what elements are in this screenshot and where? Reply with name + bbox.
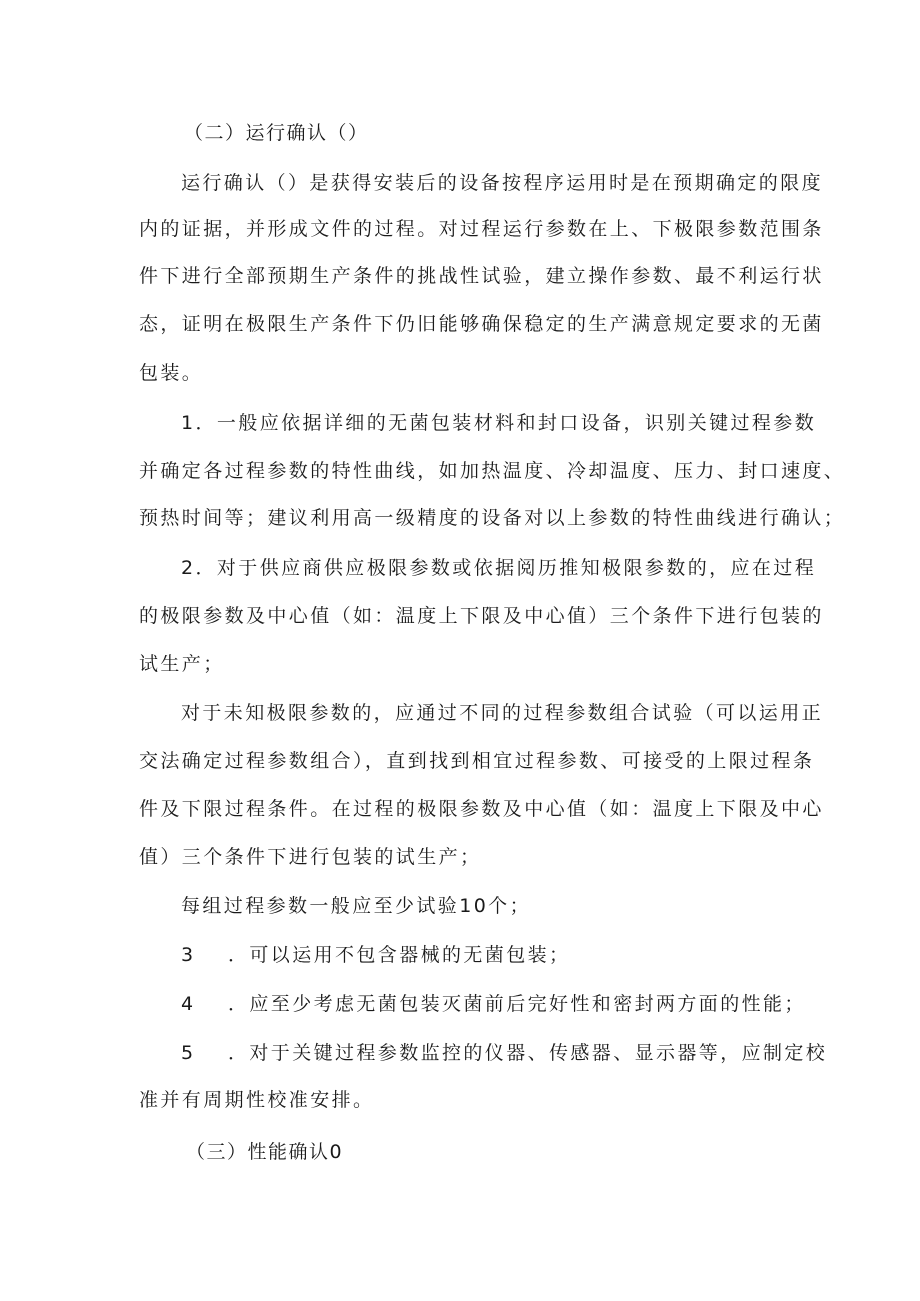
paragraph-line: 准并有周期性校准安排。: [139, 1089, 375, 1111]
paragraph-line: 对于未知极限参数的，应通过不同的过程参数组合试验（可以运用正: [181, 702, 824, 724]
per-group-note: 每组过程参数一般应至少试验10个；: [181, 895, 531, 917]
paragraph-line: 的极限参数及中心值（如：温度上下限及中心值）三个条件下进行包装的: [139, 605, 824, 627]
paragraph-line: 并确定各过程参数的特性曲线，如加热温度、冷却温度、压力、封口速度、: [139, 460, 846, 482]
list-text: ．可以运用不包含器械的无菌包装；: [228, 944, 571, 966]
paragraph-line: 试生产；: [139, 653, 225, 675]
paragraph-line: 件下进行全部预期生产条件的挑战性试验，建立操作参数、最不利运行状: [139, 265, 824, 287]
list-number: 5: [181, 1042, 196, 1064]
paragraph-line: 运行确认（）是获得安装后的设备按程序运用时是在预期确定的限度: [181, 172, 824, 194]
paragraph-line: 内的证据，并形成文件的过程。对过程运行参数在上、下极限参数范围条: [139, 218, 824, 240]
paragraph-line: 态，证明在极限生产条件下仍旧能够确保稳定的生产满意规定要求的无菌: [139, 313, 824, 335]
paragraph-line: 交法确定过程参数组合），直到找到相宜过程参数、可接受的上限过程条: [139, 750, 815, 772]
list-text: ．应至少考虑无菌包装灭菌前后完好性和密封两方面的性能；: [228, 993, 806, 1015]
paragraph-line: 1．一般应依据详细的无菌包装材料和封口设备，识别关键过程参数: [181, 412, 817, 434]
paragraph-line: 包装。: [139, 362, 204, 384]
paragraph-line: 2．对于供应商供应极限参数或依据阅历推知极限参数的，应在过程: [181, 557, 817, 579]
section-heading-performance-qualification: （三）性能确认0: [186, 1141, 344, 1163]
list-number: 4: [181, 993, 196, 1015]
paragraph-line: 件及下限过程条件。在过程的极限参数及中心值（如：温度上下限及中心: [139, 798, 824, 820]
section-heading-operational-qualification: （二）运行确认（）: [184, 122, 369, 144]
list-number: 3: [181, 944, 196, 966]
paragraph-line: 预热时间等；建议利用高一级精度的设备对以上参数的特性曲线进行确认；: [139, 507, 846, 529]
paragraph-line: 值）三个条件下进行包装的试生产；: [139, 846, 482, 868]
list-text: ．对于关键过程参数监控的仪器、传感器、显示器等，应制定校: [228, 1042, 828, 1064]
